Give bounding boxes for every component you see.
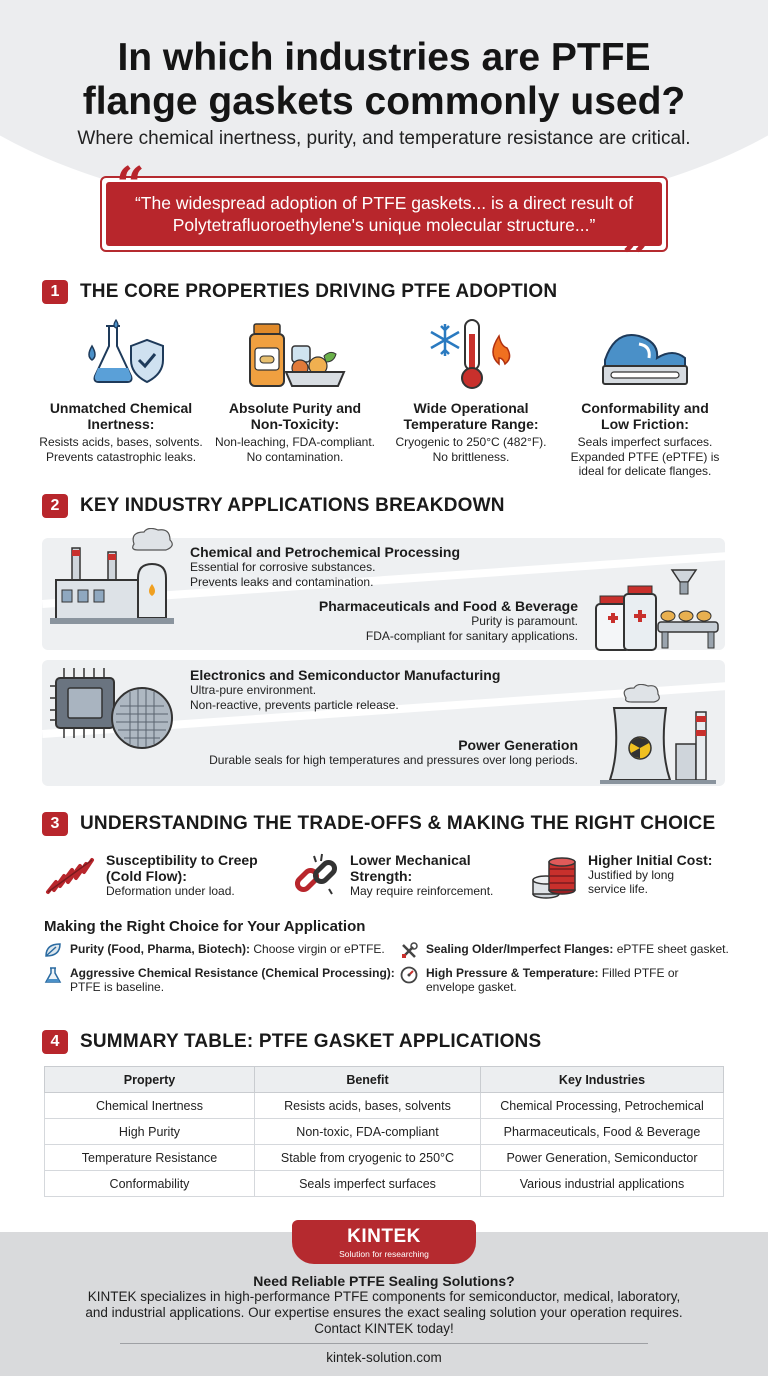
column-header-property: Property [45, 1067, 255, 1093]
table-cell: Non-toxic, FDA-compliant [255, 1119, 481, 1145]
close-quote-icon: ” [622, 227, 651, 286]
table-cell: Conformability [45, 1171, 255, 1197]
section-3-heading [42, 812, 715, 836]
choice-text: ePTFE sheet gasket. [613, 942, 729, 956]
quote-line-1: “The widespread adoption of PTFE gaskets... is a direct result of [134, 193, 633, 213]
table-header-row [45, 1067, 724, 1093]
beaker-icon [44, 966, 62, 984]
table-cell: Temperature Resistance [45, 1145, 255, 1171]
choice-purity [44, 942, 385, 958]
table-cell: Pharmaceuticals, Food & Beverage [481, 1119, 724, 1145]
property-purity [202, 316, 388, 464]
choice-heading: Making the Right Choice for Your Application [44, 918, 366, 935]
property-desc-line-1: Non-leaching, FDA-compliant. [214, 435, 376, 449]
section-2-heading [42, 494, 505, 518]
quote-box [100, 176, 668, 252]
app-chemical-petrochemical [190, 544, 460, 589]
choice-label: Purity (Food, Pharma, Biotech): [70, 942, 251, 956]
section-number: 2 [42, 494, 68, 518]
app-power-generation [209, 737, 578, 768]
table-row [45, 1171, 724, 1197]
app-desc-line-1: Purity is paramount. [471, 614, 578, 628]
property-title-line-2: Low Friction: [601, 416, 689, 432]
cta-title: Need Reliable PTFE Sealing Solutions? [253, 1273, 515, 1289]
section-number: 1 [42, 280, 68, 304]
wave-surface-icon [595, 316, 695, 392]
table-cell: Power Generation, Semiconductor [481, 1145, 724, 1171]
thermometer-icon [421, 316, 521, 392]
tradeoff-title-line-1: Lower Mechanical [350, 852, 471, 868]
property-title-line-1: Conformability and [581, 400, 709, 416]
property-temperature-range [378, 316, 564, 464]
app-title: Power Generation [458, 737, 578, 753]
column-header-key-industries: Key Industries [481, 1067, 724, 1093]
table-row [45, 1119, 724, 1145]
property-title-line-2: Inertness: [87, 416, 155, 432]
property-title-line-2: Non-Toxicity: [250, 416, 340, 432]
property-desc-line-2: Prevents catastrophic leaks. [45, 449, 197, 464]
summary-table [44, 1066, 724, 1197]
section-1-heading [42, 280, 557, 304]
table-cell: Various industrial applications [481, 1171, 724, 1197]
section-title: SUMMARY TABLE: PTFE GASKET APPLICATIONS [80, 1031, 542, 1052]
app-title: Electronics and Semiconductor Manufacturing [190, 667, 501, 683]
coins-stack-icon [530, 852, 578, 900]
section-4-heading [42, 1030, 541, 1054]
page-subtitle: Where chemical inertness, purity, and temperature resistance are critical. [77, 128, 691, 149]
property-desc-line-2: No contamination. [246, 449, 344, 464]
tradeoff-title: Higher Initial Cost: [588, 852, 713, 868]
title-line-2: flange gaskets commonly used? [82, 80, 686, 123]
quote-line-2: Polytetrafluoroethylene's unique molecular structure...” [172, 215, 596, 235]
property-desc-line-1: Cryogenic to 250°C (482°F). [395, 435, 547, 449]
pill-bottle-food-icon [240, 316, 350, 392]
property-title-line-1: Absolute Purity and [228, 400, 362, 416]
title-line-1: In which industries are PTFE [117, 36, 651, 79]
column-header-benefit: Benefit [255, 1067, 481, 1093]
property-desc-line-1: Resists acids, bases, solvents. [39, 435, 203, 449]
tradeoff-title-line-2: Strength: [350, 868, 413, 884]
chemical-plant-icon [50, 528, 176, 628]
section-number: 4 [42, 1030, 68, 1054]
choice-text-line-2: PTFE is baseline. [70, 980, 165, 994]
choice-label: Aggressive Chemical Resistance (Chemical Processing): [70, 966, 395, 980]
choice-text: Filled PTFE or [598, 966, 679, 980]
table-cell: Chemical Inertness [45, 1093, 255, 1119]
tradeoff-title-line-2: (Cold Flow): [106, 868, 187, 884]
app-desc-line-2: Non-reactive, prevents particle release. [190, 697, 399, 712]
section-title: KEY INDUSTRY APPLICATIONS BREAKDOWN [80, 495, 505, 516]
property-title-line-2: Temperature Range: [403, 416, 539, 432]
page-title [0, 36, 768, 124]
property-desc-line-2: Expanded PTFE (ePTFE) is [570, 449, 720, 464]
property-desc-line-1: Seals imperfect surfaces. [577, 435, 713, 449]
table-cell: High Purity [45, 1119, 255, 1145]
quote-text [106, 182, 662, 246]
table-row [45, 1093, 724, 1119]
tradeoff-desc: May require reinforcement. [350, 884, 494, 898]
logo-tagline: Solution for researching [339, 1249, 429, 1259]
table-cell: Stable from cryogenic to 250°C [255, 1145, 481, 1171]
pharma-food-icon [592, 566, 722, 652]
property-conformability [552, 316, 738, 479]
app-desc-line-1: Essential for corrosive substances. [190, 560, 376, 574]
property-desc-line-2: No brittleness. [432, 449, 510, 464]
choice-chemical-resistance [44, 966, 395, 994]
kintek-logo [292, 1220, 476, 1264]
tradeoff-title-line-1: Susceptibility to Creep [106, 852, 258, 868]
open-quote-icon: “ [116, 155, 145, 214]
property-title-line-1: Unmatched Chemical [49, 400, 193, 416]
power-plant-icon [596, 684, 720, 786]
broken-chain-icon [292, 852, 340, 900]
tradeoff-initial-cost [530, 852, 712, 900]
table-row [45, 1145, 724, 1171]
app-pharma-food [319, 598, 578, 643]
choice-label: Sealing Older/Imperfect Flanges: [426, 942, 614, 956]
logo-brand: KINTEK [347, 1226, 421, 1247]
choice-older-flanges [400, 942, 729, 960]
section-title: THE CORE PROPERTIES DRIVING PTFE ADOPTION [80, 281, 558, 302]
table-cell: Chemical Processing, Petrochemical [481, 1093, 724, 1119]
section-title: UNDERSTANDING THE TRADE-OFFS & MAKING THE RIGHT CHOICE [80, 813, 716, 834]
section-number: 3 [42, 812, 68, 836]
tradeoff-mechanical-strength [292, 852, 493, 900]
tradeoff-desc-line-1: Justified by long [588, 868, 675, 882]
wrench-tools-icon [400, 942, 418, 960]
gauge-icon [400, 966, 418, 984]
footer-divider [120, 1343, 648, 1344]
flask-shield-icon [76, 316, 166, 392]
semiconductor-chip-icon [50, 664, 178, 750]
property-desc-line-3: ideal for delicate flanges. [578, 464, 712, 478]
property-chemical-inertness [28, 316, 214, 464]
tradeoff-desc: Deformation under load. [106, 884, 235, 898]
app-electronics-semiconductor [190, 667, 500, 712]
cta-body: KINTEK specializes in high-performance PTFE components for semiconductor, medical, laboratory, and industrial applications. Our expertise ensures the exact sealing solution your operation requires. Contact KINTEK today! [85, 1289, 683, 1336]
leaf-icon [44, 942, 62, 958]
app-desc-line-1: Durable seals for high temperatures and pressures over long periods. [209, 753, 578, 767]
app-title: Pharmaceuticals and Food & Beverage [318, 598, 578, 614]
website-link[interactable]: kintek-solution.com [326, 1350, 442, 1365]
app-desc-line-2: FDA-compliant for sanitary applications. [365, 628, 578, 643]
choice-text-line-2: envelope gasket. [426, 980, 517, 994]
choice-label: High Pressure & Temperature: [426, 966, 599, 980]
tradeoff-creep [44, 852, 258, 898]
tradeoff-desc-line-2: service life. [588, 882, 649, 896]
app-title: Chemical and Petrochemical Processing [190, 544, 460, 560]
spring-icon [44, 852, 96, 896]
table-cell: Resists acids, bases, solvents [255, 1093, 481, 1119]
app-desc-line-1: Ultra-pure environment. [190, 683, 317, 697]
choice-text: Choose virgin or ePTFE. [250, 942, 385, 956]
property-title-line-1: Wide Operational [413, 400, 529, 416]
choice-high-pressure [400, 966, 679, 994]
app-desc-line-2: Prevents leaks and contamination. [190, 574, 374, 589]
table-cell: Seals imperfect surfaces [255, 1171, 481, 1197]
